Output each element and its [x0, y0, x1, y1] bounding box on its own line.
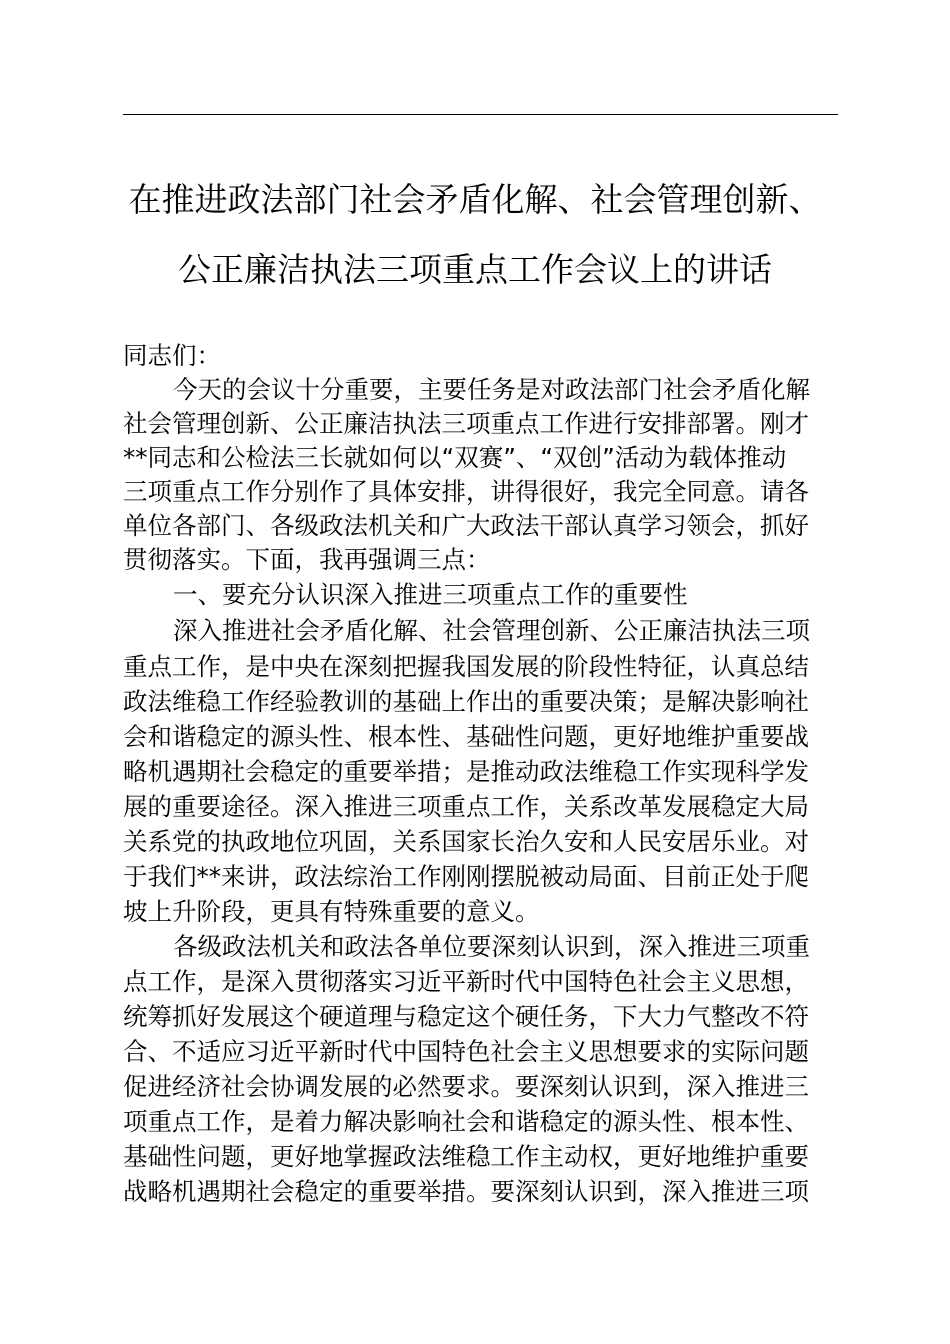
body-line-4: 三项重点工作分别作了具体安排，讲得很好，我完全同意。请各 [123, 477, 809, 506]
body-line-21: 促进经济社会协调发展的必然要求。要深刻认识到，深入推进三 [123, 1072, 809, 1101]
body-line-12: 略机遇期社会稳定的重要举措；是推动政法维稳工作实现科学发 [123, 757, 809, 786]
body-line-3: **同志和公检法三长就如何以“双赛”、“双创”活动为载体推动 [123, 443, 787, 472]
body-line-10: 政法维稳工作经验教训的基础上作出的重要决策；是解决影响社 [123, 687, 809, 716]
greeting: 同志们： [123, 341, 221, 370]
body-line-16: 坡上升阶段，更具有特殊重要的意义。 [123, 897, 540, 926]
body-line-23: 基础性问题，更好地掌握政法维稳工作主动权，更好地维护重要 [123, 1142, 809, 1171]
body-line-11: 会和谐稳定的源头性、根本性、基础性问题，更好地维护重要战 [123, 722, 809, 751]
body-line-13: 展的重要途径。深入推进三项重点工作，关系改革发展稳定大局 [123, 792, 809, 821]
body-line-22: 项重点工作，是着力解决影响社会和谐稳定的源头性、根本性、 [123, 1107, 809, 1136]
body-line-2: 社会管理创新、公正廉洁执法三项重点工作进行安排部署。刚才 [123, 409, 809, 438]
body-line-17: 各级政法机关和政法各单位要深刻认识到，深入推进三项重 [173, 932, 810, 961]
body-line-1: 今天的会议十分重要，主要任务是对政法部门社会矛盾化解 [173, 375, 810, 404]
header-rule [123, 114, 838, 115]
document-title-line-2: 公正廉洁执法三项重点工作会议上的讲话 [178, 250, 772, 289]
body-line-5: 单位各部门、各级政法机关和广大政法干部认真学习领会，抓好 [123, 511, 809, 540]
body-line-14: 关系党的执政地位巩固，关系国家长治久安和人民安居乐业。对 [123, 827, 809, 856]
body-line-19: 统筹抓好发展这个硬道理与稳定这个硬任务，下大力气整改不符 [123, 1002, 809, 1031]
document-title-line-1: 在推进政法部门社会矛盾化解、社会管理创新、 [128, 180, 822, 219]
body-line-20: 合、不适应习近平新时代中国特色社会主义思想要求的实际问题 [123, 1037, 809, 1066]
body-line-18: 点工作，是深入贯彻落实习近平新时代中国特色社会主义思想， [123, 967, 809, 996]
body-line-15: 于我们**来讲，政法综治工作刚刚摆脱被动局面、目前正处于爬 [123, 862, 809, 891]
section-heading-1: 一、要充分认识深入推进三项重点工作的重要性 [173, 580, 688, 609]
body-line-6: 贯彻落实。下面，我再强调三点： [123, 545, 491, 574]
body-line-9: 重点工作，是中央在深刻把握我国发展的阶段性特征，认真总结 [123, 652, 809, 681]
body-line-24: 战略机遇期社会稳定的重要举措。要深刻认识到，深入推进三项 [123, 1177, 809, 1206]
body-line-8: 深入推进社会矛盾化解、社会管理创新、公正廉洁执法三项 [173, 616, 810, 645]
